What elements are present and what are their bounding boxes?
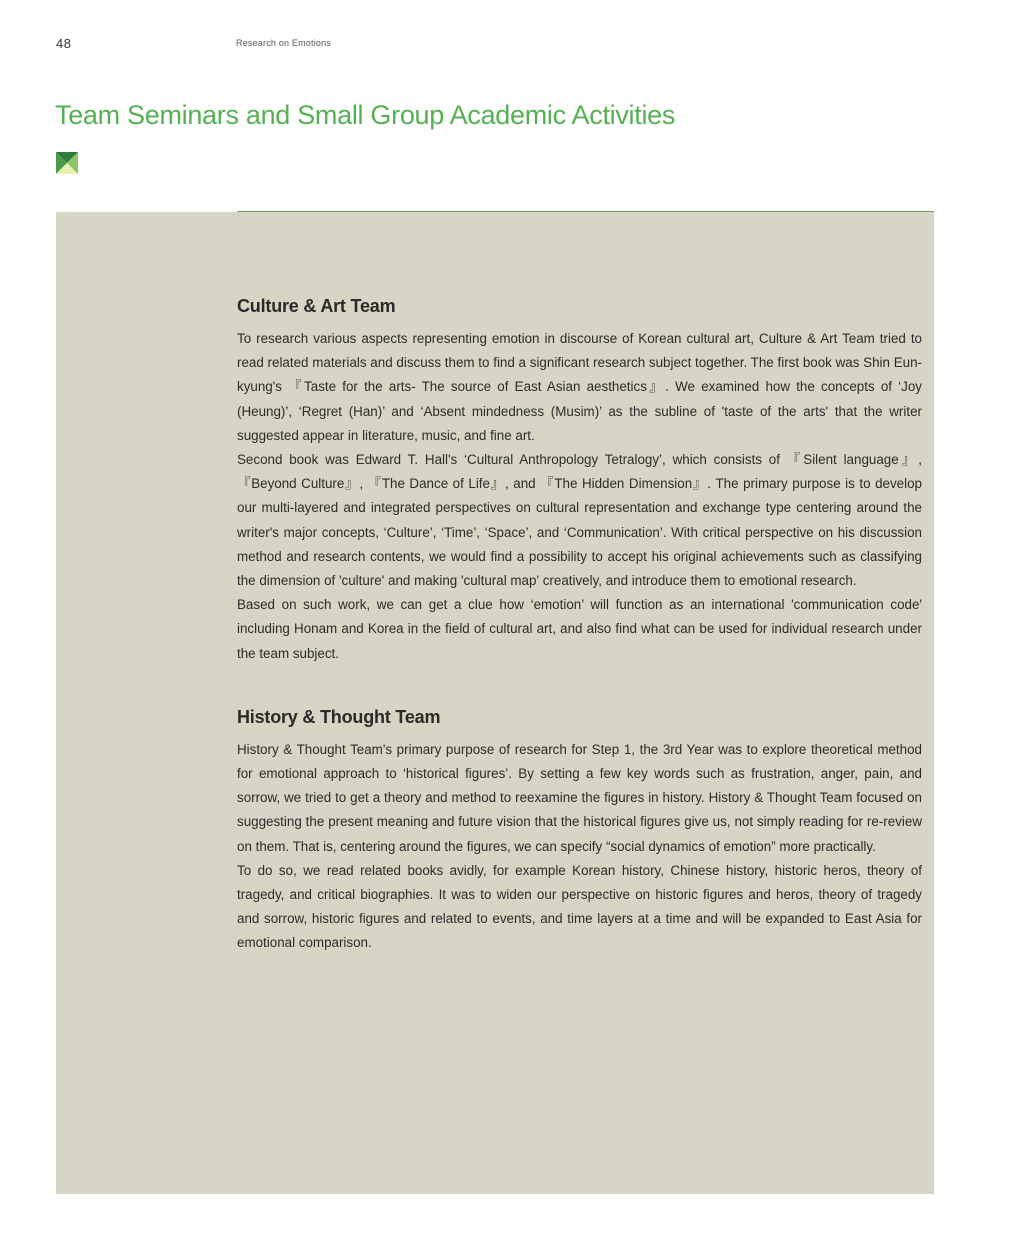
- article-body: [237, 292, 922, 956]
- paragraph: Based on such work, we can get a clue how ‘emotion’ will function as an international 'communication code' including Honam and Korea in the field of cultural art, and also find what can be used for individual research under the team subject.: [237, 597, 922, 661]
- section-heading: History & Thought Team: [237, 706, 441, 727]
- paragraph: Second book was Edward T. Hall's ‘Cultural Anthropology Tetralogy’, which consists of 『Silent language』, 『Beyond Culture』, 『The Dance of Life』, and 『The Hidden Dimension』. The primary purpose is to develop our multi-layered and integrated perspectives on cultural representation and exchange type centering around the writer's major concepts, ‘Culture’, ‘Time’, ‘Space’, and ‘Communication’. With critical perspective on his discussion method and research contents, we would find a possibility to accept his original achievements such as classifying the dimension of 'culture' and making 'cultural map' creatively, and introduce them to emotional research.: [237, 452, 922, 589]
- paragraph: History & Thought Team's primary purpose of research for Step 1, the 3rd Year was to explore theoretical method for emotional approach to ‘historical figures’. By setting a few key words such as frustration, anger, pain, and sorrow, we tried to get a theory and method to reexamine the figures in history. History & Thought Team focused on suggesting the present meaning and future vision that the historical figures give us, not simply reading for re-review on them. That is, centering around the figures, we can specify “social dynamics of emotion” more practically.: [237, 741, 922, 854]
- running-head: Research on Emotions: [236, 38, 332, 48]
- divider-rule: [237, 211, 934, 212]
- page-title: Team Seminars and Small Group Academic Activities: [55, 100, 676, 130]
- section-history-thought-team: [237, 703, 922, 956]
- section-heading: Culture & Art Team: [237, 296, 396, 316]
- page-number: 48: [56, 36, 72, 51]
- paragraph: To do so, we read related books avidly, for example Korean history, Chinese history, historic heros, theory of tragedy, and critical biographies. It was to widen our perspective on historic figures and heros, theory of tragedy and sorrow, historic figures and related to events, and time layers at a time and will be expanded to East Asia for emotional comparison.: [237, 862, 922, 951]
- section-culture-art-team: [237, 292, 922, 666]
- green-triangle-mark-icon: [56, 152, 78, 174]
- paragraph: To research various aspects representing emotion in discourse of Korean cultural art, Culture & Art Team tried to read related materials and discuss them to find a significant research subject together. The first book was Shin Eun-kyung's 『Taste for the arts- The source of East Asian aesthetics』. We examined how the concepts of ‘Joy (Heung)’, ‘Regret (Han)’ and ‘Absent mindedness (Musim)’ as the subline of 'taste of the arts' that the writer suggested appear in literature, music, and fine art.: [237, 331, 922, 443]
